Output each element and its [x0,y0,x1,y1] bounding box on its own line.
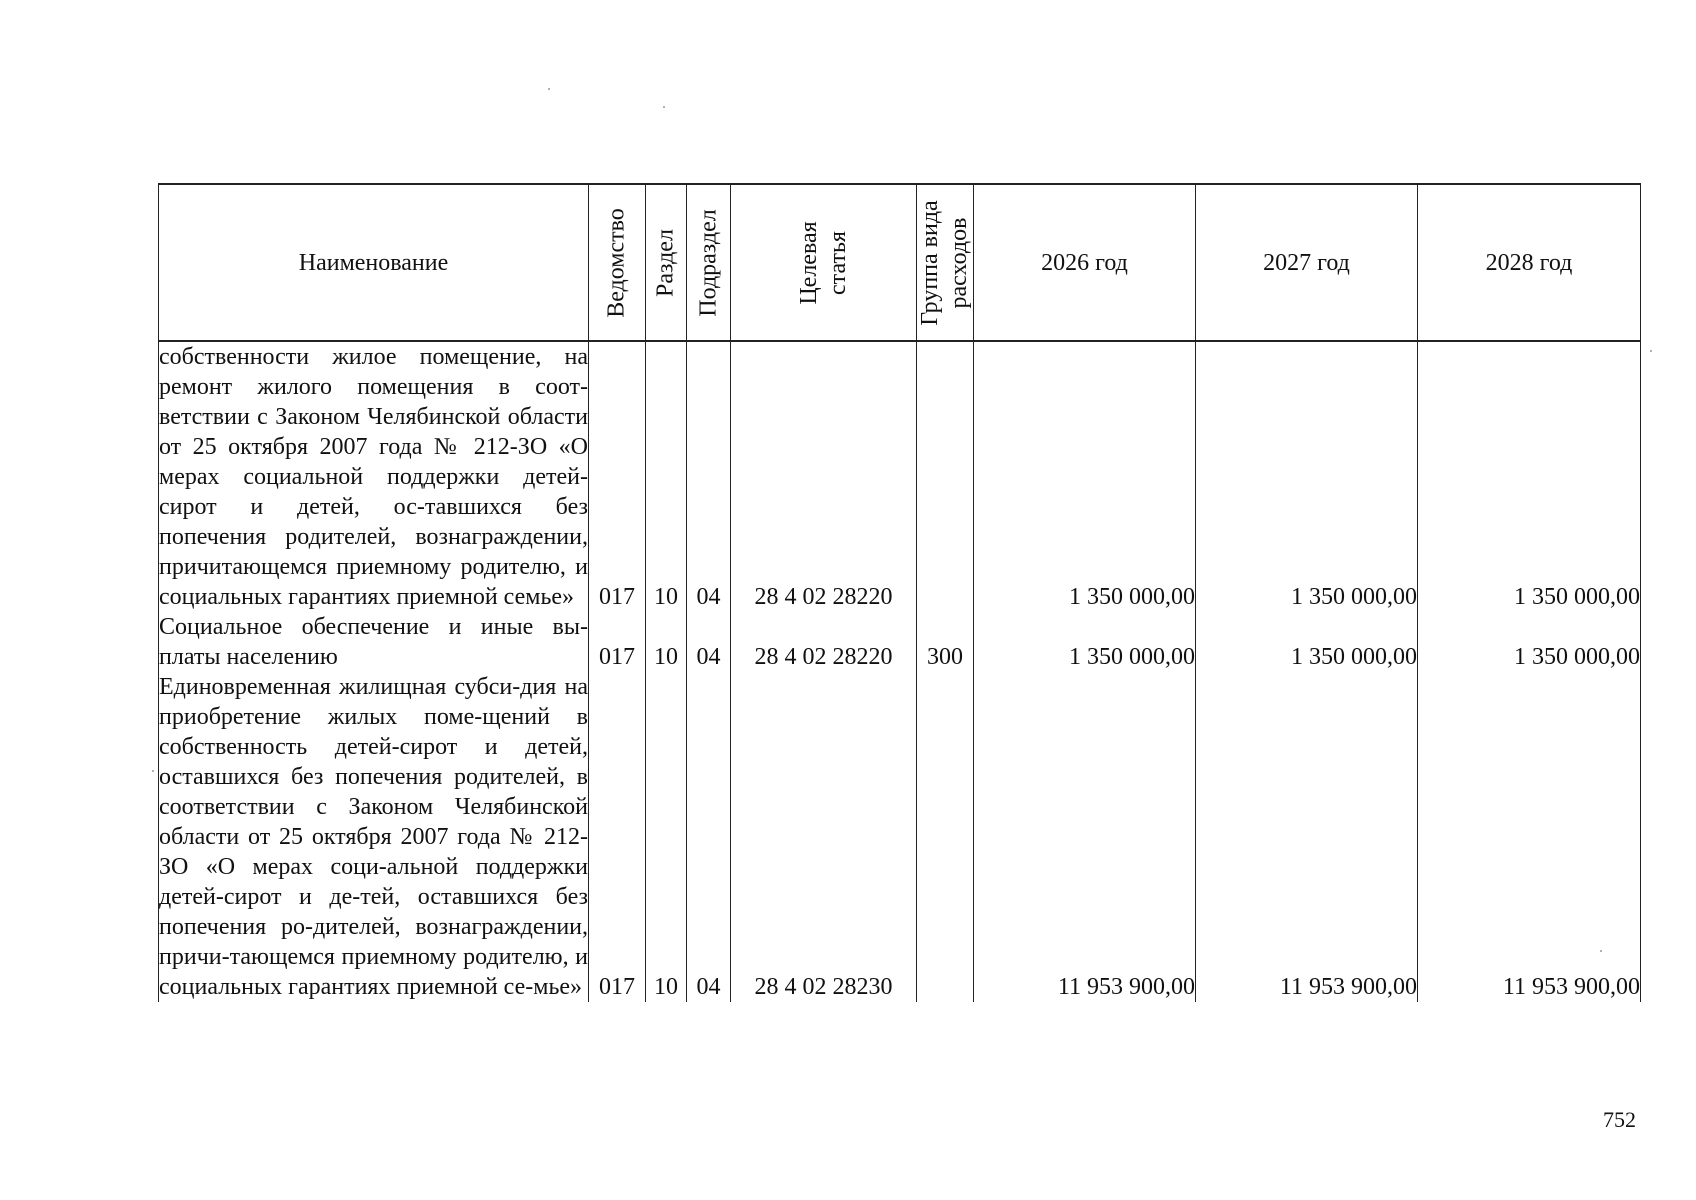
row-subsection: 04 [687,612,731,672]
row-section: 10 [646,612,687,672]
row-amount-2026: 1 350 000,00 [974,612,1196,672]
header-department: Ведомство [589,184,646,341]
header-expense-group: Группа вида расходов [917,184,974,341]
row-department: 017 [589,612,646,672]
row-amount-2028: 1 350 000,00 [1418,341,1641,612]
scan-speck [1600,950,1602,952]
table-header-row [159,184,1641,341]
row-section: 10 [646,341,687,612]
row-section: 10 [646,672,687,1002]
row-department: 017 [589,341,646,612]
row-subsection: 04 [687,341,731,612]
header-2026: 2026 год [974,184,1196,341]
row-expense-group: 300 [917,612,974,672]
scan-speck [152,770,154,772]
row-subsection: 04 [687,672,731,1002]
budget-table [158,183,1641,1002]
table-row [159,341,1641,612]
row-amount-2028: 1 350 000,00 [1418,612,1641,672]
scan-speck [663,106,665,108]
header-name: Наименование [159,184,589,341]
row-amount-2026: 1 350 000,00 [974,341,1196,612]
row-name: собственности жилое помещение, на ремонт жилого помещения в соот-ветствии с Законом Челябинской области от 25 октября 2007 года № 212-ЗО «О мерах социальной поддержки детей-сирот и детей, ос-тавшихся без попечения родителей, вознаграждении, причитающемся приемному родителю, и социальных гарантиях приемной семье» [159,341,589,612]
row-target-article: 28 4 02 28230 [731,672,917,1002]
header-subsection: Подраздел [687,184,731,341]
row-expense-group [917,341,974,612]
row-department: 017 [589,672,646,1002]
scan-speck [548,88,550,90]
row-amount-2027: 1 350 000,00 [1196,341,1418,612]
header-section: Раздел [646,184,687,341]
row-amount-2027: 1 350 000,00 [1196,612,1418,672]
row-amount-2027: 11 953 900,00 [1196,672,1418,1002]
scan-speck [1650,350,1652,352]
row-target-article: 28 4 02 28220 [731,612,917,672]
row-target-article: 28 4 02 28220 [731,341,917,612]
header-2028: 2028 год [1418,184,1641,341]
header-2027: 2027 год [1196,184,1418,341]
row-amount-2028: 11 953 900,00 [1418,672,1641,1002]
row-amount-2026: 11 953 900,00 [974,672,1196,1002]
header-target-article: Целевая статья [731,184,917,341]
row-name: Единовременная жилищная субси-дия на приобретение жилых поме-щений в собственность детей-сирот и детей, оставшихся без попечения родителей, в соответствии с Законом Челябинской области от 25 октября 2007 года № 212-ЗО «О мерах соци-альной поддержки детей-сирот и де-тей, оставшихся без попечения ро-дителей, вознаграждении, причи-тающемся приемному родителю, и социальных гарантиях приемной се-мье» [159,674,588,1000]
table-row [159,612,1641,672]
row-expense-group [917,672,974,1002]
page-number: 752 [1603,1107,1636,1132]
table-row [159,672,1641,1002]
row-name: Социальное обеспечение и иные вы-платы населению [159,614,588,670]
